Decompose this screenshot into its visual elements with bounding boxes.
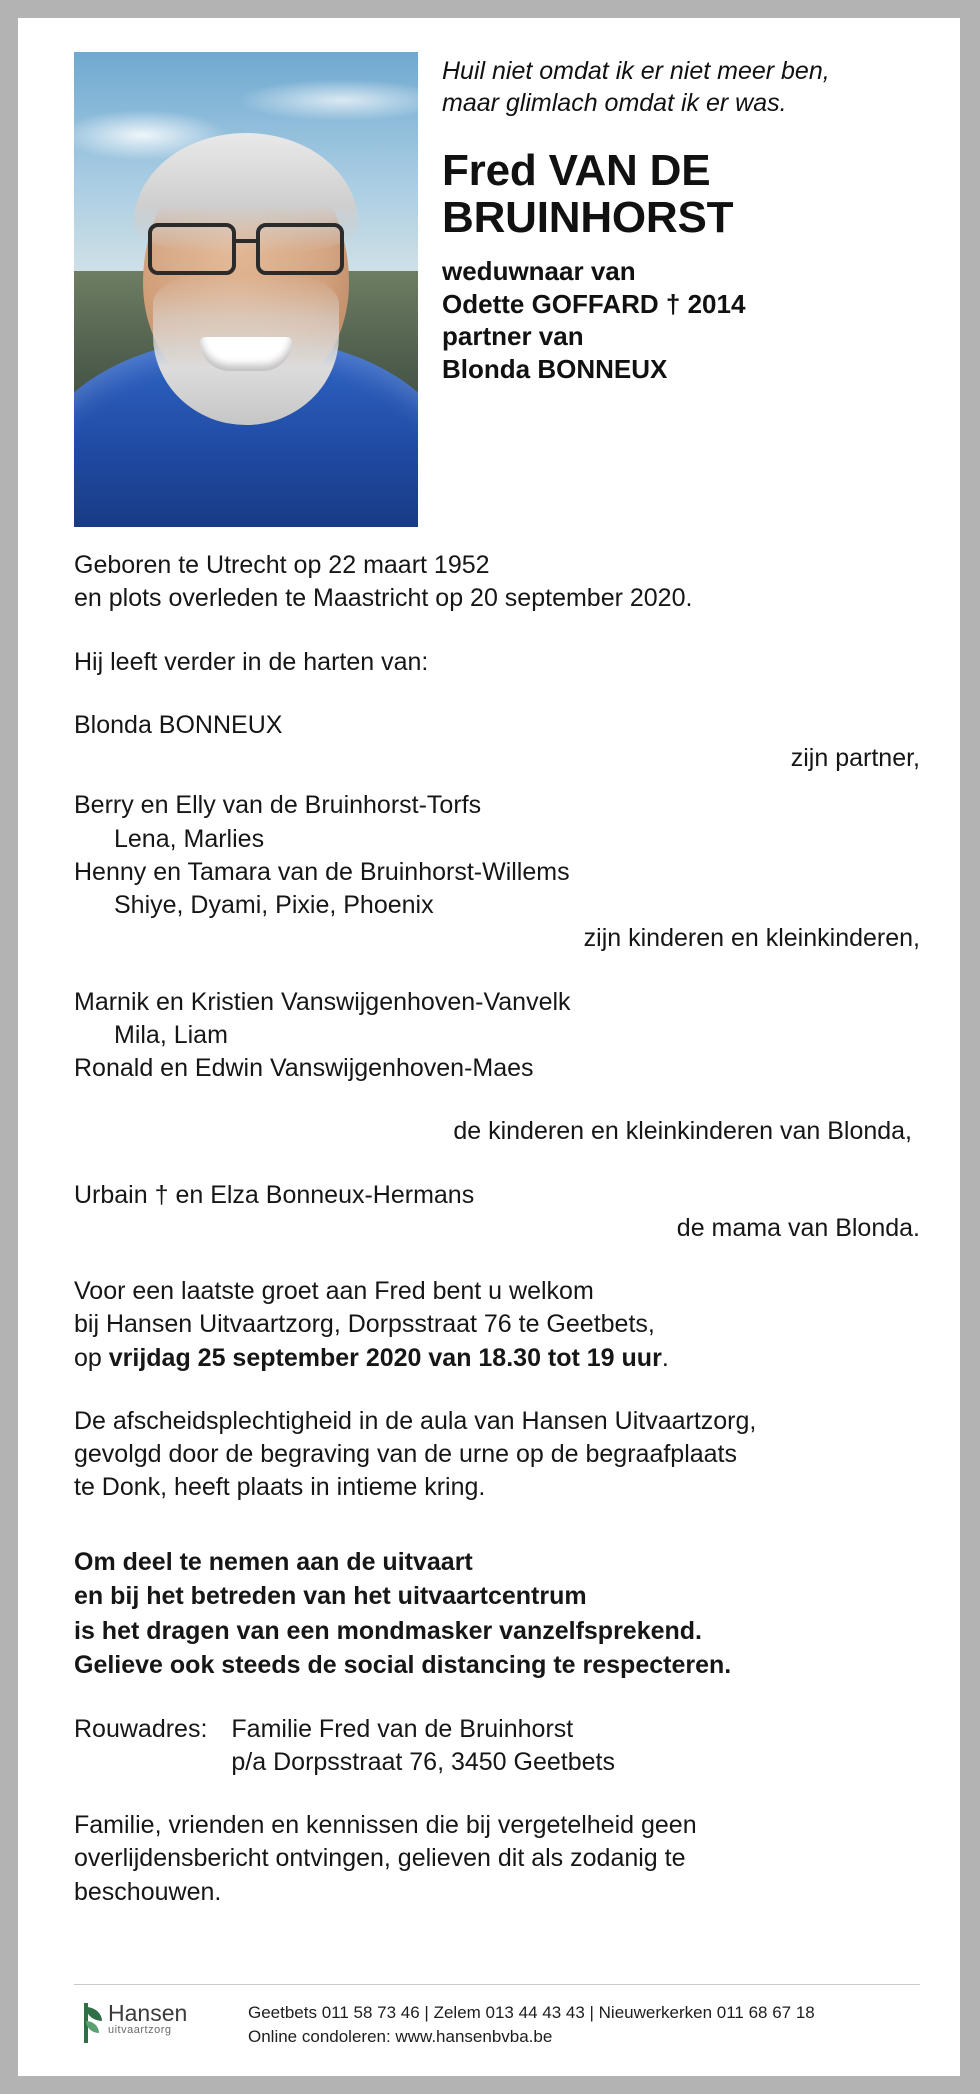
mourning-address-line-2: p/a Dorpsstraat 76, 3450 Geetbets <box>231 1747 615 1776</box>
children-role: zijn kinderen en kleinkinderen, <box>583 924 920 953</box>
child-line-1: Berry en Elly van de Bruinhorst-Torfs <box>74 791 482 820</box>
ceremony-line-2: gevolgd door de begraving van de urne op de begraafplaats <box>74 1440 738 1468</box>
blonda-children-role: de kinderen en kleinkinderen van Blonda, <box>453 1117 912 1146</box>
relation-line-4: Blonda BONNEUX <box>442 353 668 384</box>
mother-role: de mama van Blonda. <box>676 1213 920 1242</box>
logo-name: Hansen <box>108 1999 188 2026</box>
visitation-suffix: . <box>661 1343 669 1372</box>
mother-name: Urbain † en Elza Bonneux-Hermans <box>74 1180 475 1209</box>
covid-notice-line-4: Gelieve ook steeds de social distancing te respecteren. <box>74 1651 732 1679</box>
footer-contact <box>234 2001 920 2050</box>
glasses-right-lens <box>256 223 344 275</box>
relations-block <box>442 255 920 385</box>
closing-line-2: overlijdensbericht ontvingen, gelieven dit als zodanig te <box>74 1844 686 1873</box>
closing-line-3: beschouwen. <box>74 1877 222 1906</box>
blonda-child-line-2: Ronald en Edwin Vanswijgenhoven-Maes <box>74 1054 534 1082</box>
name-line-2: BRUINHORST <box>442 193 734 243</box>
covid-notice-line-1: Om deel te nemen aan de uitvaart <box>74 1547 473 1576</box>
hansen-logo <box>74 2001 234 2043</box>
blonda-grandchild-line: Mila, Liam <box>114 1020 228 1049</box>
leaf-icon <box>74 2001 100 2043</box>
covid-notice-line-3: is het dragen van een mondmasker vanzelfsprekend. <box>74 1616 703 1645</box>
relation-line-3: partner van <box>442 321 584 352</box>
birth-line: Geboren te Utrecht op 22 maart 1952 <box>74 551 490 579</box>
mourning-address <box>74 1713 920 1780</box>
mourning-address-label: Rouwadres: <box>74 1714 208 1743</box>
portrait-photo <box>74 52 418 527</box>
motto-line-2: maar glimlach omdat ik er was. <box>442 88 787 117</box>
deceased-name <box>442 147 920 241</box>
child-line-2: Henny en Tamara van de Bruinhorst-Willems <box>74 857 570 886</box>
motto-line-1: Huil niet omdat ik er niet meer ben, <box>442 57 830 85</box>
visitation-line-2: bij Hansen Uitvaartzorg, Dorpsstraat 76 te Geetbets, <box>74 1310 655 1339</box>
relation-line-2: Odette GOFFARD † 2014 <box>442 288 746 319</box>
visitation-prefix: op <box>74 1343 109 1372</box>
visitation-line-3 <box>74 1342 920 1375</box>
grandchild-line-1: Lena, Marlies <box>114 824 265 853</box>
name-line-1: Fred VAN DE <box>442 146 711 195</box>
header-block <box>74 52 920 527</box>
footer <box>74 1984 920 2050</box>
photo-glasses <box>148 223 344 269</box>
blonda-child-line-1: Marnik en Kristien Vanswijgenhoven-Vanvelk <box>74 987 571 1016</box>
footer-website-line: Online condoleren: www.hansenbvba.be <box>248 2027 553 2047</box>
closing-line-1: Familie, vrienden en kennissen die bij vergetelheid geen <box>74 1811 697 1839</box>
photo-smile <box>200 337 292 371</box>
ceremony-line-1: De afscheidsplechtigheid in de aula van Hansen Uitvaartzorg, <box>74 1406 757 1435</box>
visitation-datetime: vrijdag 25 september 2020 van 18.30 tot 19 uur <box>108 1343 662 1372</box>
logo-text <box>108 2001 187 2037</box>
visitation-line-1: Voor een laatste groet aan Fred bent u welkom <box>74 1277 594 1305</box>
mourning-address-line-1: Familie Fred van de Bruinhorst <box>231 1714 574 1743</box>
survivors-intro: Hij leeft verder in de harten van: <box>74 647 429 676</box>
logo-subtitle: uitvaartzorg <box>108 2023 172 2036</box>
glasses-left-lens <box>148 223 236 275</box>
mourning-address-lines <box>231 1713 920 1780</box>
memorial-motto <box>442 56 920 119</box>
memorial-card <box>18 18 960 2076</box>
ceremony-line-3: te Donk, heeft plaats in intieme kring. <box>74 1473 486 1502</box>
grandchild-line-2: Shiye, Dyami, Pixie, Phoenix <box>114 891 434 919</box>
footer-phone-line: Geetbets 011 58 73 46 | Zelem 013 44 43 43 | Nieuwerkerken 011 68 67 18 <box>248 2002 815 2022</box>
memorial-body <box>74 527 920 1909</box>
death-line: en plots overleden te Maastricht op 20 september 2020. <box>74 584 693 613</box>
partner-role: zijn partner, <box>790 744 920 772</box>
relation-line-1: weduwnaar van <box>442 256 636 287</box>
leaf-upper <box>86 2007 102 2021</box>
partner-name: Blonda BONNEUX <box>74 710 283 739</box>
covid-notice-line-2: en bij het betreden van het uitvaartcentrum <box>74 1582 587 1610</box>
header-text <box>418 52 920 385</box>
